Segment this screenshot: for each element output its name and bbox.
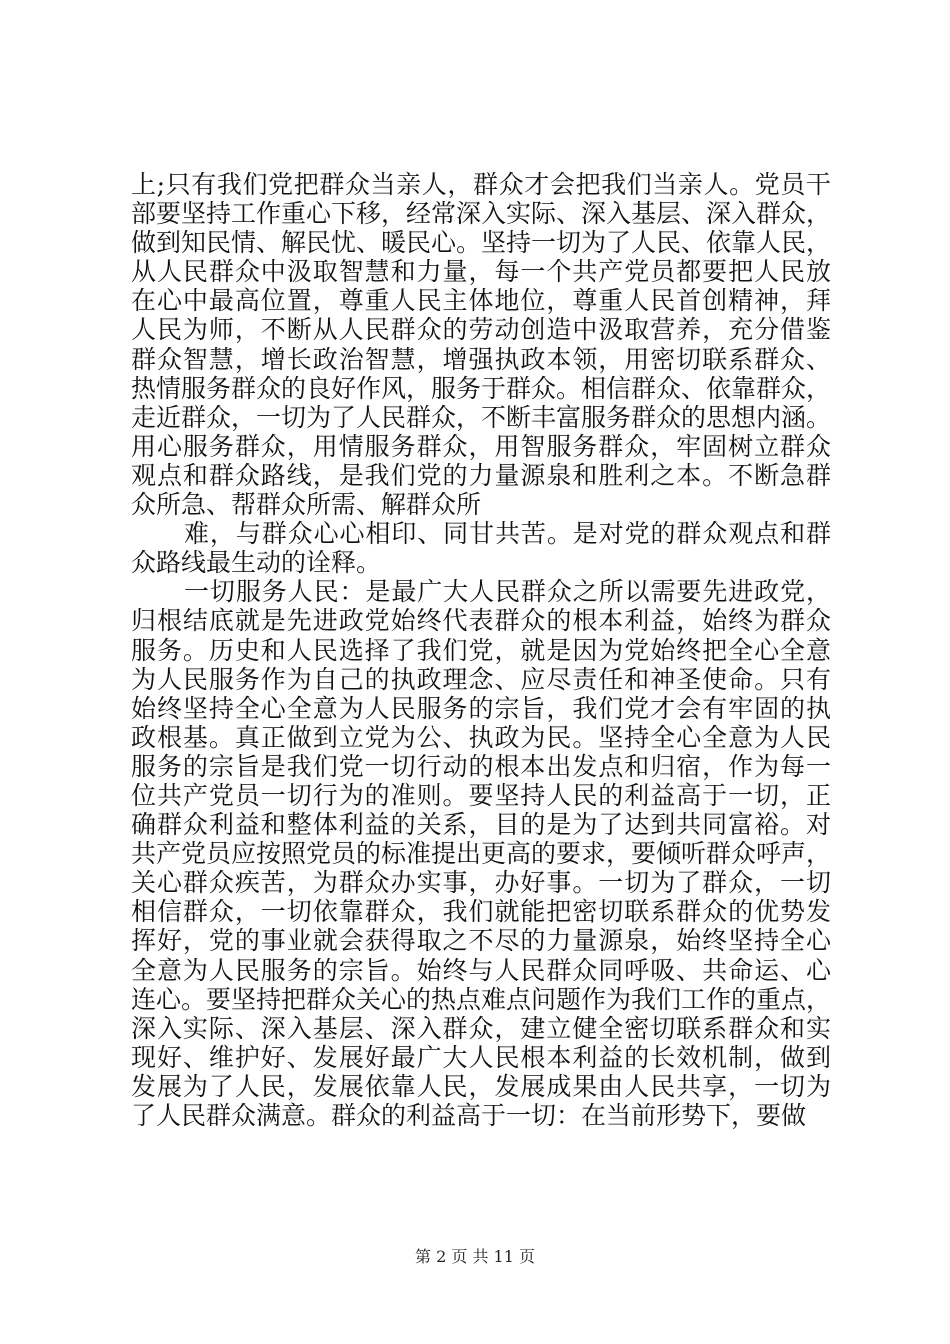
text-line: 一切服务人民：是最广大人民群众之所以需要先进政党， <box>184 577 831 607</box>
text-line: 了人民群众满意。群众的利益高于一切：在当前形势下，要做 <box>131 1101 807 1130</box>
text-line: 共产党员应按照党员的标准提出更高的要求，要倾听群众呼声， <box>131 839 832 869</box>
text-line: 众路线最生动的诠释。 <box>131 548 382 578</box>
text-line: 难，与群众心心相印、同甘共苦。是对党的群众观点和群 <box>184 519 831 549</box>
text-line: 走近群众，一切为了人民群众，不断丰富服务群众的思想内涵。 <box>131 402 832 432</box>
text-line: 做到知民情、解民忧、暖民心。坚持一切为了人民、依靠人民， <box>131 228 832 258</box>
text-line: 归根结底就是先进政党始终代表群众的根本利益，始终为群众 <box>131 606 831 636</box>
text-line: 为人民服务作为自己的执政理念、应尽责任和神圣使命。只有 <box>131 664 831 694</box>
text-line: 热情服务群众的良好作风，服务于群众。相信群众、依靠群众， <box>131 373 832 403</box>
text-line: 始终坚持全心全意为人民服务的宗旨，我们党才会有牢固的执 <box>131 693 831 723</box>
text-line: 关心群众疾苦，为群众办实事，办好事。一切为了群众，一切 <box>131 868 831 898</box>
text-line: 现好、维护好、发展好最广大人民根本利益的长效机制，做到 <box>131 1042 831 1072</box>
text-line: 在心中最高位置，尊重人民主体地位，尊重人民首创精神，拜 <box>131 286 831 316</box>
paragraph-2 <box>131 519 831 577</box>
text-line: 服务的宗旨是我们党一切行动的根本出发点和归宿，作为每一 <box>131 751 831 781</box>
text-line: 服务。历史和人民选择了我们党，就是因为党始终把全心全意 <box>131 635 831 665</box>
paragraph-3 <box>131 577 831 1130</box>
text-line: 全意为人民服务的宗旨。始终与人民群众同呼吸、共命运、心 <box>131 955 831 985</box>
text-line: 政根基。真正做到立党为公、执政为民。坚持全心全意为人民 <box>131 722 831 752</box>
text-line: 相信群众，一切依靠群众，我们就能把密切联系群众的优势发 <box>131 897 831 927</box>
paragraph-1 <box>131 170 831 519</box>
text-line: 连心。要坚持把群众关心的热点难点问题作为我们工作的重点， <box>131 984 832 1014</box>
text-line: 用心服务群众，用情服务群众，用智服务群众，牢固树立群众 <box>131 431 831 461</box>
text-line: 位共产党员一切行为的准则。要坚持人民的利益高于一切，正 <box>131 780 831 810</box>
text-line: 人民为师，不断从人民群众的劳动创造中汲取营养，充分借鉴 <box>131 315 831 345</box>
text-line: 发展为了人民，发展依靠人民，发展成果由人民共享，一切为 <box>131 1071 831 1101</box>
text-line: 上;只有我们党把群众当亲人，群众才会把我们当亲人。党员干 <box>131 170 831 199</box>
page-footer: 第 2 页 共 11 页 <box>415 1247 535 1266</box>
text-line: 确群众利益和整体利益的关系，目的是为了达到共同富裕。对 <box>131 810 831 840</box>
text-line: 群众智慧，增长政治智慧，增强执政本领，用密切联系群众、 <box>131 344 831 374</box>
text-line: 深入实际、深入基层、深入群众，建立健全密切联系群众和实 <box>131 1013 831 1043</box>
text-line: 众所急、帮群众所需、解群众所 <box>131 490 482 520</box>
text-line: 挥好，党的事业就会获得取之不尽的力量源泉，始终坚持全心 <box>131 926 831 956</box>
text-line: 从人民群众中汲取智慧和力量，每一个共产党员都要把人民放 <box>131 257 831 287</box>
text-line: 部要坚持工作重心下移，经常深入实际、深入基层、深入群众， <box>131 199 832 229</box>
text-line: 观点和群众路线，是我们党的力量源泉和胜利之本。不断急群 <box>131 460 831 490</box>
body-text <box>131 170 831 1130</box>
